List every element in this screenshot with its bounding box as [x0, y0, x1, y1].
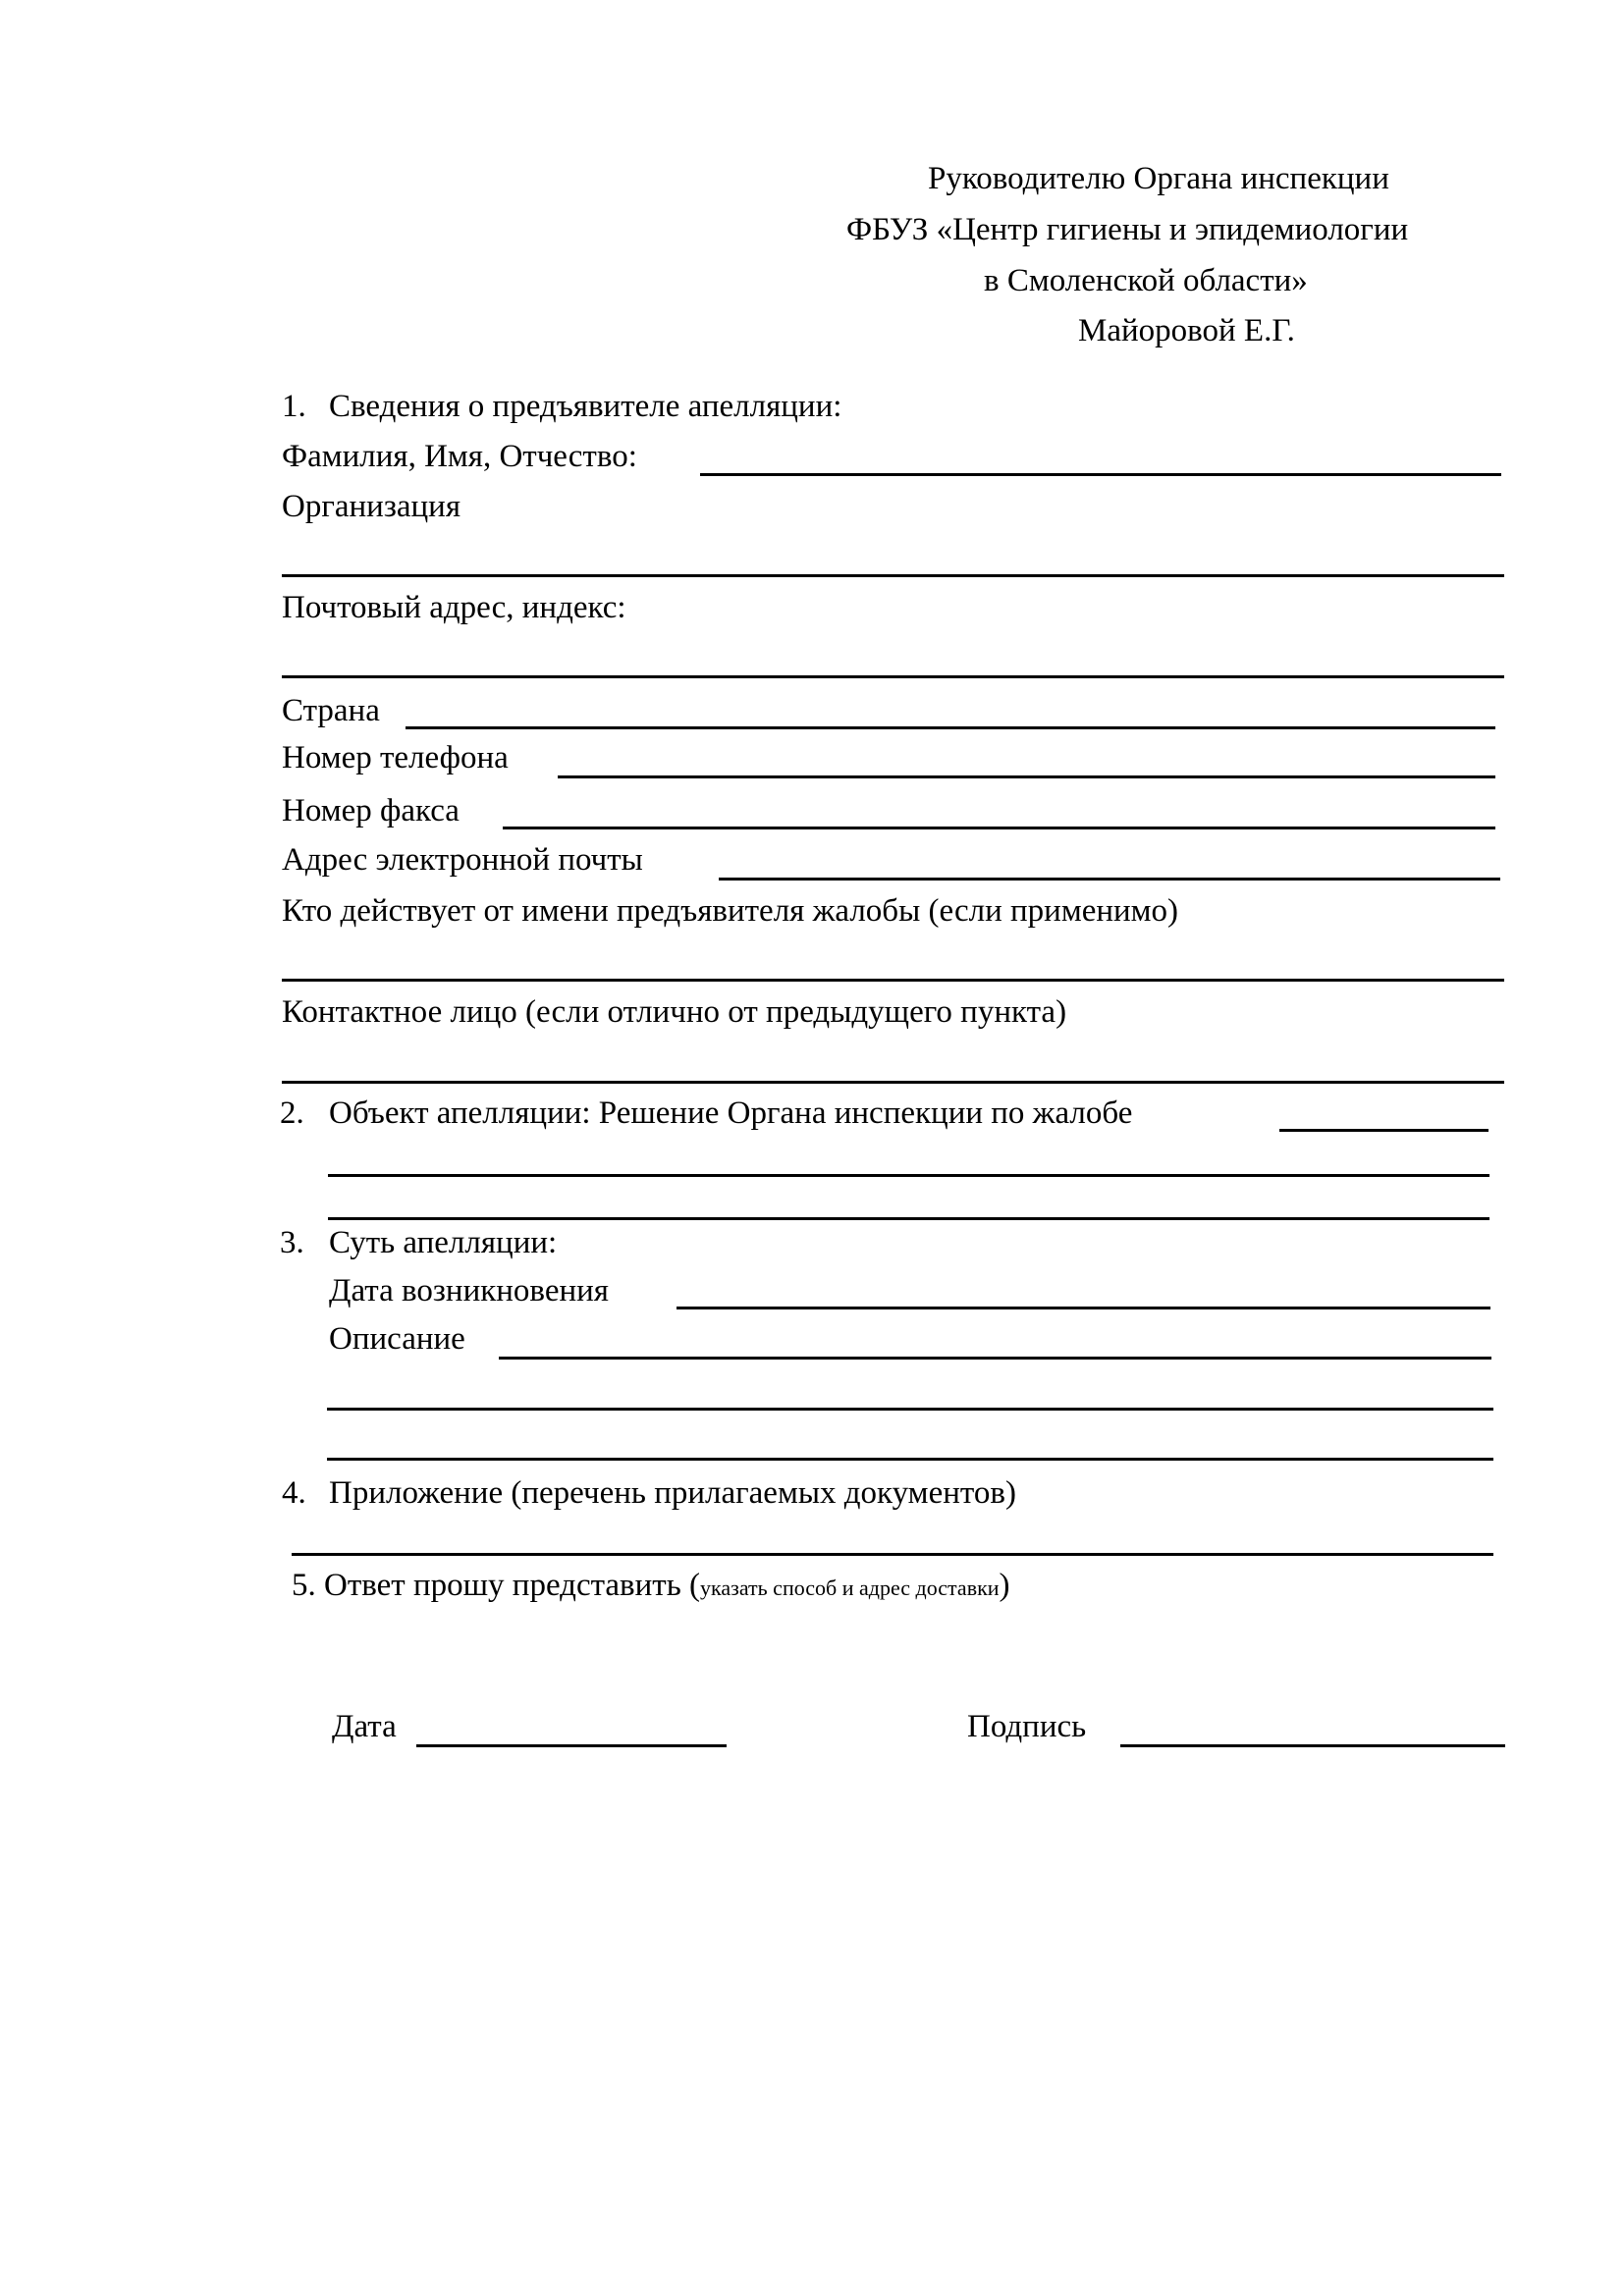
addressee-line-1: Руководителю Органа инспекции [928, 161, 1389, 196]
response-method-hint: указать способ и адрес доставки [700, 1575, 1000, 1600]
addressee-line-2: ФБУЗ «Центр гигиены и эпидемиологии [846, 212, 1409, 247]
postal-address-label: Почтовый адрес, индекс: [282, 590, 626, 625]
occurrence-date-field[interactable] [677, 1307, 1490, 1309]
section-2-number: 2. [280, 1095, 304, 1131]
section-5-number: 5. [292, 1568, 316, 1603]
appeal-object-field[interactable] [1279, 1129, 1489, 1132]
full-name-label: Фамилия, Имя, Отчество: [282, 439, 637, 474]
appeal-object-field-line-2[interactable] [328, 1174, 1489, 1177]
occurrence-date-label: Дата возникновения [329, 1273, 609, 1308]
addressee-line-3: в Смоленской области» [984, 263, 1308, 298]
appeal-essence-heading: Суть апелляции: [329, 1225, 558, 1260]
appeal-object-field-line-3[interactable] [328, 1217, 1489, 1220]
response-method-hint-open: ( [689, 1568, 701, 1603]
section-1-number: 1. [282, 389, 306, 424]
section-3-number: 3. [280, 1225, 304, 1260]
section-4-number: 4. [282, 1475, 306, 1511]
email-field[interactable] [719, 878, 1500, 881]
signature-label: Подпись [967, 1709, 1087, 1744]
description-label: Описание [329, 1321, 465, 1357]
attachments-label: Приложение (перечень прилагаемых документов) [329, 1475, 1016, 1511]
organization-label: Организация [282, 489, 461, 524]
contact-person-field[interactable] [282, 1081, 1504, 1084]
attachments-field[interactable] [292, 1553, 1493, 1556]
fax-field[interactable] [503, 827, 1495, 829]
addressee-name: Майоровой Е.Г. [1078, 313, 1295, 348]
postal-address-field[interactable] [282, 675, 1504, 678]
section-5-line [292, 1567, 1010, 1607]
signature-field[interactable] [1120, 1744, 1505, 1747]
response-method-label: Ответ прошу представить [324, 1568, 681, 1603]
email-label: Адрес электронной почты [282, 842, 643, 878]
appeal-object-label: Объект апелляции: Решение Органа инспекции по жалобе [329, 1095, 1133, 1131]
response-method-hint-close: ) [999, 1568, 1010, 1603]
phone-label: Номер телефона [282, 740, 509, 775]
full-name-field[interactable] [700, 473, 1501, 476]
representative-field[interactable] [282, 979, 1504, 982]
country-field[interactable] [406, 726, 1495, 729]
description-field-line-2[interactable] [327, 1408, 1493, 1411]
date-label: Дата [332, 1709, 397, 1744]
description-field[interactable] [499, 1357, 1491, 1360]
country-label: Страна [282, 693, 380, 728]
date-field[interactable] [416, 1744, 727, 1747]
representative-label: Кто действует от имени предъявителя жалобы (если применимо) [282, 893, 1179, 929]
contact-person-label: Контактное лицо (если отлично от предыдущего пункта) [282, 994, 1067, 1030]
organization-field[interactable] [282, 574, 1504, 577]
section-1-heading: Сведения о предъявителе апелляции: [329, 389, 842, 424]
fax-label: Номер факса [282, 793, 460, 828]
description-field-line-3[interactable] [327, 1458, 1493, 1461]
phone-field[interactable] [558, 775, 1495, 778]
